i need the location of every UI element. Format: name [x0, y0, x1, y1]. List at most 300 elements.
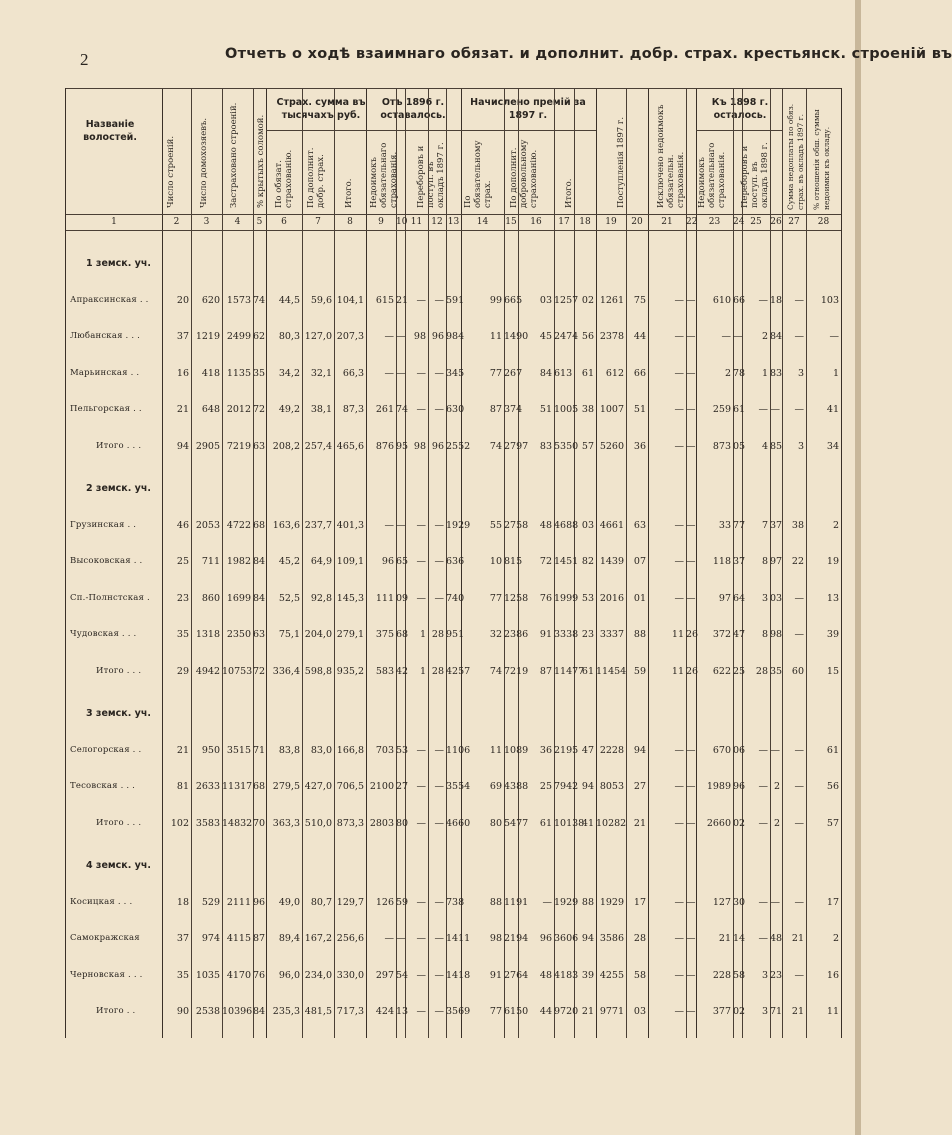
table-cell: 03: [633, 1006, 646, 1017]
table-cell: 84: [770, 331, 783, 342]
row-label: Апраксинская . .: [70, 294, 149, 305]
table-cell: —: [758, 933, 768, 944]
table-cell: 76: [253, 969, 266, 981]
table-cell: 59,6: [310, 294, 332, 306]
table-cell: 72: [253, 665, 266, 677]
table-cell: 39: [581, 969, 594, 981]
column-number: 7: [315, 217, 321, 227]
table-cell: 738: [446, 896, 465, 908]
table-cell: 23: [581, 629, 594, 640]
section-title: 2 земск. уч.: [86, 483, 151, 494]
table-cell: 34,2: [278, 367, 300, 379]
table-cell: 77: [489, 367, 502, 379]
table-cell: 2803: [369, 817, 394, 829]
table-cell: 55: [489, 519, 502, 531]
column-number: 8: [347, 217, 353, 227]
table-cell: 5477: [504, 817, 529, 829]
table-cell: 38: [581, 404, 594, 415]
table-cell: 11454: [596, 665, 627, 677]
table-cell: 706,5: [336, 781, 364, 792]
table-cell: 41: [826, 404, 839, 415]
table-cell: 234,0: [304, 969, 332, 981]
table-cell: 59: [633, 665, 646, 677]
table-cell: 10138: [554, 817, 585, 829]
table-cell: 35: [770, 665, 783, 677]
table-cell: 72: [539, 556, 552, 567]
table-cell: 98: [770, 629, 783, 640]
table-cell: —: [416, 933, 426, 944]
table-cell: 39: [826, 629, 839, 640]
table-cell: 129,7: [336, 896, 364, 908]
table-cell: 10396: [222, 1006, 253, 1017]
column-number: 2: [173, 217, 180, 227]
column-number: 19: [605, 217, 617, 227]
group-rule: [266, 130, 366, 131]
table-cell: 2100: [369, 781, 394, 792]
table-cell: —: [384, 331, 394, 342]
table-cell: 297: [375, 969, 394, 981]
table-cell: 1089: [504, 744, 529, 756]
table-cell: 109,1: [336, 556, 364, 567]
table-cell: 2538: [195, 1006, 220, 1017]
table-cell: 45: [539, 331, 552, 342]
table-cell: 118: [712, 556, 731, 567]
table-cell: 29: [176, 665, 189, 677]
table-cell: 6150: [504, 1006, 529, 1017]
table-cell: —: [686, 440, 696, 452]
table-cell: —: [794, 744, 804, 756]
table-cell: 30: [733, 896, 746, 908]
table-cell: 3: [761, 592, 768, 604]
table-cell: 102: [170, 817, 189, 829]
table-cell: —: [674, 556, 684, 567]
table-cell: 111: [375, 592, 394, 604]
row-label: Грузинская . .: [70, 519, 137, 530]
table-cell: —: [384, 519, 394, 531]
table-cell: 83: [539, 440, 552, 452]
header-col8: Итого.: [344, 178, 354, 208]
column-number: 4: [234, 217, 241, 227]
table-cell: 703: [375, 744, 394, 756]
table-cell: 1135: [226, 367, 251, 379]
column-number: 12: [431, 217, 443, 227]
table-cell: 207,3: [336, 331, 364, 342]
table-cell: 3554: [446, 781, 471, 792]
table-cell: 87: [489, 404, 502, 415]
table-cell: 1261: [599, 294, 624, 306]
total-row-label: Итого . . .: [96, 665, 142, 676]
column-number: 3: [203, 217, 210, 227]
table-cell: 02: [733, 1006, 746, 1017]
table-cell: 235,3: [272, 1006, 300, 1017]
table-cell: 166,8: [336, 744, 364, 756]
table-cell: 2194: [504, 933, 529, 944]
table-cell: —: [416, 896, 426, 908]
table-cell: 44: [633, 331, 646, 342]
table-cell: 35: [176, 969, 189, 981]
table-cell: 1106: [446, 744, 471, 756]
table-cell: 80,7: [310, 896, 332, 908]
table-cell: 3: [797, 440, 804, 452]
table-cell: —: [758, 404, 768, 415]
table-cell: 18: [770, 294, 783, 306]
table-cell: 14832: [222, 817, 253, 829]
table-cell: 2797: [504, 440, 529, 452]
table-cell: 2111: [226, 896, 251, 908]
table-cell: 740: [446, 592, 465, 604]
table-cell: 1982: [226, 556, 251, 567]
table-cell: 612: [605, 367, 624, 379]
table-cell: 1005: [554, 404, 579, 415]
table-cell: 17: [826, 896, 839, 908]
table-cell: 13: [396, 1006, 409, 1017]
group-rule: [366, 130, 461, 131]
table-cell: —: [758, 744, 768, 756]
table-cell: —: [542, 896, 552, 908]
table-cell: —: [434, 592, 444, 604]
column-number: 17: [558, 217, 570, 227]
table-cell: 61: [826, 744, 839, 756]
header-col6: По обязат. страхованію.: [274, 149, 294, 208]
table-cell: 2660: [706, 817, 731, 829]
table-cell: 377: [712, 1006, 731, 1017]
table-cell: —: [794, 294, 804, 306]
table-cell: 815: [504, 556, 523, 567]
table-cell: 68: [253, 781, 266, 792]
table-cell: —: [686, 592, 696, 604]
column-number: 16: [530, 217, 542, 227]
table-cell: 1257: [554, 294, 579, 306]
header-col27: Сумма недоплаты по обяз. страх. въ окладъ 1897 г.: [786, 103, 805, 210]
table-cell: 2: [832, 519, 839, 531]
table-cell: —: [674, 781, 684, 792]
table-cell: 10282: [596, 817, 627, 829]
table-cell: 83: [770, 367, 783, 379]
table-cell: 05: [733, 440, 746, 452]
table-cell: —: [686, 896, 696, 908]
total-row-label: Итого . . .: [96, 440, 142, 451]
table-cell: 363,3: [272, 817, 300, 829]
table-cell: 401,3: [336, 519, 364, 531]
table-cell: —: [674, 404, 684, 415]
table-cell: 63: [253, 440, 266, 452]
section-title: 1 земск. уч.: [86, 258, 151, 269]
table-cell: 49,2: [278, 404, 300, 415]
table-cell: 591: [446, 294, 465, 306]
table-cell: 36: [539, 744, 552, 756]
table-cell: —: [674, 744, 684, 756]
table-cell: 4: [761, 440, 768, 452]
table-cell: 974: [201, 933, 220, 944]
table-cell: 61: [581, 665, 594, 677]
header-group-1896: Отъ 1896 г. оставалось.: [380, 97, 446, 121]
table-cell: 10: [489, 556, 502, 567]
table-cell: 72: [253, 404, 266, 415]
table-cell: 02: [733, 817, 746, 829]
table-cell: 3337: [599, 629, 624, 640]
table-cell: 96: [431, 440, 444, 452]
table-cell: —: [416, 556, 426, 567]
table-cell: 44,5: [278, 294, 300, 306]
table-cell: 97: [718, 592, 731, 604]
row-label: Тесовская . . .: [70, 781, 136, 791]
table-cell: 56: [826, 781, 839, 792]
table-cell: —: [674, 817, 684, 829]
table-cell: 427,0: [304, 781, 332, 792]
header-col28: % отношенія обш. суммы недоимки къ окладу.: [812, 109, 831, 210]
table-cell: —: [686, 933, 696, 944]
table-cell: 23: [770, 969, 783, 981]
table-cell: 70: [253, 817, 266, 829]
table-cell: —: [384, 367, 394, 379]
table-cell: 4115: [226, 933, 251, 944]
table-cell: —: [686, 1006, 696, 1017]
table-cell: 4257: [446, 665, 471, 677]
table-cell: 2: [724, 367, 731, 379]
table-cell: 75,1: [278, 629, 300, 640]
table-cell: 1: [761, 367, 768, 379]
table-cell: 34: [826, 440, 839, 452]
table-cell: 68: [253, 519, 266, 531]
table-cell: 06: [733, 744, 746, 756]
table-cell: 21: [791, 1006, 804, 1017]
header-group-1898: Къ 1898 г. осталось.: [711, 97, 769, 121]
table-cell: 57: [826, 817, 839, 829]
table-cell: 256,6: [336, 933, 364, 944]
row-label: Марьинская . .: [70, 367, 140, 378]
table-cell: 950: [201, 744, 220, 756]
table-cell: 3586: [599, 933, 624, 944]
table-cell: 860: [201, 592, 220, 604]
table-cell: 228: [712, 969, 731, 981]
table-cell: 345: [446, 367, 465, 379]
header-col13: По обязательному страх.: [463, 140, 493, 208]
table-cell: 4183: [554, 969, 579, 981]
column-number: 13: [447, 217, 460, 227]
table-cell: 873: [712, 440, 731, 452]
table-cell: —: [434, 1006, 444, 1017]
group-rule: [696, 130, 782, 131]
table-cell: 42: [396, 665, 409, 677]
column-number: 18: [579, 217, 591, 227]
column-number: 20: [631, 217, 643, 227]
table-cell: 4661: [599, 519, 624, 531]
table-cell: 14: [733, 933, 746, 944]
column-number: 5: [256, 217, 263, 227]
table-cell: 47: [581, 744, 594, 756]
column-number: 14: [476, 217, 489, 227]
table-cell: 11: [826, 1006, 839, 1017]
table-cell: 94: [581, 781, 594, 792]
table-cell: 25: [539, 781, 552, 792]
table-cell: 2350: [226, 629, 251, 640]
table-cell: 28: [431, 665, 444, 677]
table-cell: 3606: [554, 933, 579, 944]
header-rule: [66, 214, 841, 215]
row-label: Любанская . . .: [70, 331, 141, 341]
table-cell: 7219: [504, 665, 529, 677]
table-cell: 1999: [554, 592, 579, 604]
table-cell: 74: [396, 404, 409, 415]
table-cell: —: [396, 933, 406, 944]
table-cell: —: [416, 781, 426, 792]
table-cell: 94: [633, 744, 646, 756]
table-cell: 670: [712, 744, 731, 756]
table-cell: —: [396, 519, 406, 531]
column-number: 28: [817, 217, 830, 227]
table-cell: 66: [633, 367, 646, 379]
header-group-premiums: Начислено премій за 1897 г.: [470, 97, 586, 121]
table-cell: 1035: [195, 969, 220, 981]
table-cell: 63: [253, 629, 266, 640]
header-col7: По дополнит. добр. страх.: [306, 147, 326, 208]
table-cell: —: [733, 331, 743, 342]
table-cell: 15: [826, 665, 839, 677]
table-cell: 68: [396, 629, 409, 640]
table-cell: 63: [633, 519, 646, 531]
table-cell: 2: [761, 331, 768, 342]
table-cell: 1007: [599, 404, 624, 415]
table-cell: —: [434, 556, 444, 567]
table-cell: 610: [712, 294, 731, 306]
table-cell: 951: [446, 629, 465, 640]
table-cell: 615: [375, 294, 394, 306]
table-cell: 11: [671, 629, 684, 640]
table-cell: 3569: [446, 1006, 471, 1017]
table-cell: 4688: [554, 519, 579, 531]
table-cell: 76: [539, 592, 552, 604]
row-label: Сп.-Полнстская .: [70, 592, 150, 603]
table-cell: 622: [712, 665, 731, 677]
table-cell: —: [434, 933, 444, 944]
table-cell: —: [674, 294, 684, 306]
table-cell: 1451: [554, 556, 579, 567]
table-cell: —: [396, 331, 406, 342]
header-col3: Число домохозяевъ.: [199, 117, 209, 208]
table-cell: —: [416, 969, 426, 981]
table-cell: 37: [176, 331, 189, 342]
table-cell: 163,6: [272, 519, 300, 531]
table-cell: —: [686, 294, 696, 306]
table-cell: 03: [770, 592, 783, 604]
table-cell: 21: [581, 1006, 594, 1017]
table-cell: 87: [539, 665, 552, 677]
table-cell: 96: [253, 896, 266, 908]
header-col17: Итого.: [564, 178, 574, 208]
table-cell: 1699: [226, 592, 251, 604]
table-cell: 36: [633, 440, 646, 452]
column-number: 24: [733, 217, 745, 227]
table-cell: 711: [201, 556, 220, 567]
table-cell: 104,1: [336, 294, 364, 306]
table-cell: 35: [253, 367, 266, 379]
table-cell: 99: [489, 294, 502, 306]
table-cell: —: [416, 519, 426, 531]
table-cell: 49,0: [278, 896, 300, 908]
table-cell: 16: [826, 969, 839, 981]
table-cell: —: [794, 896, 804, 908]
table-cell: 84: [253, 556, 266, 567]
table-cell: 2499: [226, 331, 251, 342]
table-cell: 127: [712, 896, 731, 908]
table-cell: —: [770, 744, 780, 756]
table-cell: —: [686, 519, 696, 531]
numbers-rule: [66, 230, 841, 231]
table-cell: 88: [633, 629, 646, 640]
table-cell: 91: [489, 969, 502, 981]
table-cell: 21: [718, 933, 731, 944]
table-cell: —: [686, 969, 696, 981]
table-cell: 84: [539, 367, 552, 379]
table-cell: 27: [633, 781, 646, 792]
table-cell: —: [794, 781, 804, 792]
table-cell: 2764: [504, 969, 529, 981]
table-cell: 2: [832, 933, 839, 944]
table-cell: 88: [581, 896, 594, 908]
table-cell: —: [686, 331, 696, 342]
table-cell: 2474: [554, 331, 579, 342]
table-cell: 336,4: [272, 665, 300, 677]
table-cell: 37: [770, 519, 783, 531]
column-number: 10: [396, 217, 408, 227]
row-label: Пельгорская . .: [70, 404, 142, 414]
table-cell: 77: [489, 1006, 502, 1017]
table-cell: 1318: [195, 629, 220, 640]
table-cell: 69: [489, 781, 502, 792]
table-cell: 620: [201, 294, 220, 306]
table-cell: —: [686, 404, 696, 415]
table-cell: 21: [176, 744, 189, 756]
table-cell: 28: [633, 933, 646, 944]
table-cell: 1258: [504, 592, 529, 604]
table-cell: 3: [761, 1006, 768, 1017]
table-cell: 583: [375, 665, 394, 677]
table-cell: 208,2: [272, 440, 300, 452]
table-cell: 74: [253, 294, 266, 306]
table-cell: 98: [413, 440, 426, 452]
table-cell: 8: [761, 556, 768, 567]
table-cell: 21: [396, 294, 409, 306]
table-cell: —: [434, 367, 444, 379]
table-cell: 77: [489, 592, 502, 604]
table-cell: 96: [539, 933, 552, 944]
header-col25: Переборовъ и поступ. въ окладъ 1898 г.: [740, 142, 770, 208]
table-cell: 64: [733, 592, 746, 604]
table-cell: 4660: [446, 817, 471, 829]
table-cell: 33: [718, 519, 731, 531]
table-cell: —: [758, 781, 768, 792]
table-cell: 20: [176, 294, 189, 306]
header-col23: Недоимокъ обязательнаго страхованія.: [697, 142, 727, 208]
table-cell: 237,7: [304, 519, 332, 531]
column-number: 11: [410, 217, 423, 227]
section-title: 3 земск. уч.: [86, 708, 151, 719]
table-cell: 21: [791, 933, 804, 944]
table-cell: 91: [539, 629, 552, 640]
table-cell: 876: [375, 440, 394, 452]
table-cell: 3583: [195, 817, 220, 829]
table-cell: 80: [396, 817, 409, 829]
table-cell: 74: [489, 665, 502, 677]
table-cell: —: [434, 519, 444, 531]
table-cell: 2552: [446, 440, 471, 452]
column-number: 1: [111, 217, 117, 227]
table-cell: 1418: [446, 969, 471, 981]
table-cell: 21: [633, 817, 646, 829]
table-cell: 71: [253, 744, 266, 756]
table-cell: 18: [176, 896, 189, 908]
table-cell: 01: [633, 592, 646, 604]
